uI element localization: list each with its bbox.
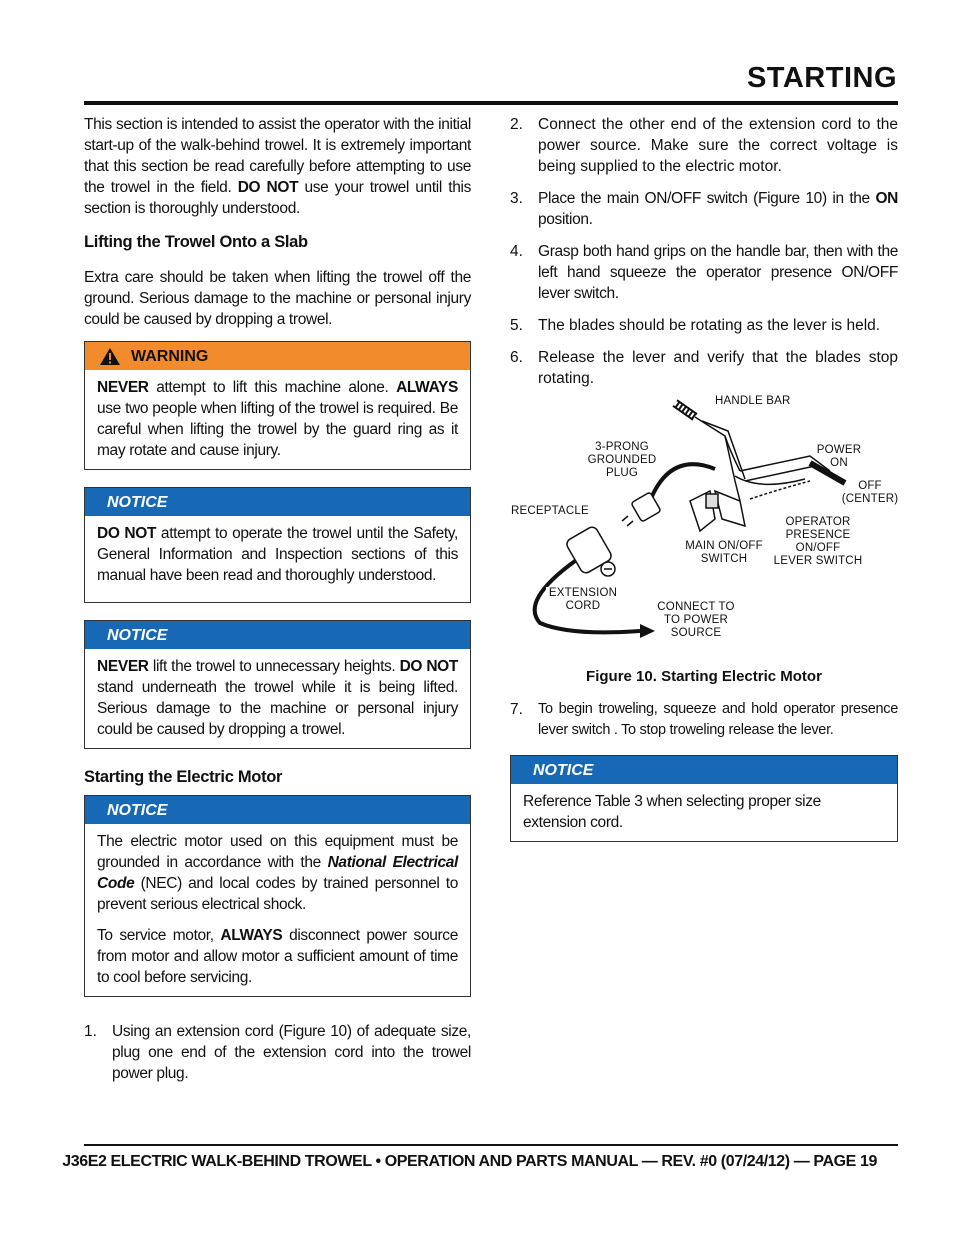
notice-always: ALWAYS: [220, 927, 283, 944]
notice-text-3: To service motor,: [97, 927, 221, 944]
notice-body: [85, 649, 470, 748]
notice-box-motor: [84, 795, 471, 997]
notice-header: NOTICE: [85, 796, 470, 824]
step-text: Connect the other end of the extension cord to the power source. Make sure the correct voltage is being supplied to the electric motor.: [538, 116, 898, 175]
intro-emphasis: DO NOT: [237, 179, 299, 196]
notice-text-1: lift the trowel to unnecessary heights.: [148, 658, 400, 675]
notice-text-2: stand underneath the trowel while it is being lifted. Serious damage to the machine or personal injury could be caused by dropping a trowel.: [97, 679, 458, 738]
list-item: [84, 1021, 471, 1084]
notice-text-1: The electric motor used on this equipment must be grounded in accordance with the: [97, 833, 458, 871]
warning-label: WARNING: [131, 347, 209, 365]
steps-list-right: [510, 114, 898, 389]
notice-box-lift: [84, 620, 471, 749]
step-number: 2.: [510, 116, 523, 133]
step-on: ON: [875, 190, 898, 207]
label-connect-power: CONNECT TO TO POWER SOURCE: [657, 601, 735, 639]
warning-text-2: use two people when lifting of the trowel is required. Be careful when lifting the trowel by the guard ring as it may rotate and cause injury.: [97, 400, 458, 459]
notice-do-not: DO NOT: [97, 525, 157, 542]
header-rule: [84, 101, 898, 105]
notice-text-2: (NEC) and local codes by trained personnel to prevent serious electrical shock.: [97, 875, 458, 913]
warning-always: ALWAYS: [396, 379, 458, 396]
warning-never: NEVER: [97, 379, 149, 396]
warning-box: [84, 341, 471, 470]
label-off-center: OFF (CENTER): [841, 480, 899, 505]
label-receptacle: RECEPTACLE: [511, 505, 589, 517]
label-operator-switch: OPERATOR PRESENCE ON/OFF LEVER SWITCH: [773, 516, 863, 567]
list-item: [510, 699, 898, 741]
notice-header: NOTICE: [85, 621, 470, 649]
label-plug: 3-PRONG GROUNDED PLUG: [587, 441, 657, 479]
step-text: position.: [538, 211, 593, 228]
label-handle-bar: HANDLE BAR: [715, 395, 791, 407]
intro-text-1: This section is intended to assist the operator with the initial start-up of the walk-behind trowel. It is extremely important that this section be read carefully before attempting to use the trowel in the field.: [84, 116, 471, 196]
notice-text: attempt to operate the trowel until the Safety, General Information and Inspection sections of this manual have been read and thoroughly understood.: [97, 525, 459, 584]
page-title: STARTING: [746, 62, 897, 94]
step-number: 3.: [510, 190, 523, 207]
step-number: 4.: [510, 243, 523, 260]
notice-body: [85, 824, 470, 996]
warning-text-1: attempt to lift this machine alone.: [148, 379, 397, 396]
step-text: Release the lever and verify that the blades stop rotating.: [538, 349, 898, 387]
notice-box-operate: [84, 487, 471, 603]
lifting-heading: Lifting the Trowel Onto a Slab: [84, 233, 308, 251]
step-text: To begin troweling, squeeze and hold operator presence lever switch . To stop troweling release the lever.: [538, 701, 898, 738]
step-number: 5.: [510, 317, 523, 334]
steps-list-left: [84, 1021, 471, 1084]
step-text: Place the main ON/OFF switch (Figure 10) in the: [538, 190, 876, 207]
notice-header: NOTICE: [511, 756, 897, 784]
intro-text-2: use your trowel until this section is thoroughly understood.: [84, 179, 471, 217]
warning-header: [85, 342, 470, 370]
footer-rule: [84, 1144, 898, 1146]
list-item: [510, 315, 898, 336]
step-number: 1.: [84, 1023, 97, 1040]
list-item: [510, 347, 898, 389]
right-column: [510, 114, 898, 859]
lifting-paragraph: Extra care should be taken when lifting the trowel off the ground. Serious damage to the machine or personal injury could be caused by dropping a trowel.: [84, 269, 471, 328]
notice-text-4: disconnect power source from motor and allow motor a sufficient amount of time to cool before servicing.: [97, 927, 458, 986]
motor-heading: Starting the Electric Motor: [84, 768, 283, 786]
list-item: [510, 241, 898, 304]
intro-paragraph: [84, 114, 471, 219]
left-column: [84, 114, 471, 1095]
label-main-switch: MAIN ON/OFF SWITCH: [685, 540, 763, 565]
notice-box-extension: [510, 755, 898, 842]
step-number: 7.: [510, 701, 523, 718]
notice-never: NEVER: [97, 658, 149, 675]
figure-caption: Figure 10. Starting Electric Motor: [586, 668, 822, 685]
label-extension-cord: EXTENSION CORD: [546, 587, 620, 613]
step-text: Using an extension cord (Figure 10) of adequate size, plug one end of the extension cord into the trowel power plug.: [112, 1023, 471, 1082]
notice-text: Reference Table 3 when selecting proper size extension cord.: [523, 793, 821, 831]
step-text: The blades should be rotating as the lever is held.: [538, 317, 881, 334]
page-footer: J36E2 ELECTRIC WALK-BEHIND TROWEL • OPERATION AND PARTS MANUAL — REV. #0 (07/24/12) — PAGE 19: [62, 1153, 877, 1170]
list-item: [510, 114, 898, 177]
notice-do-not: DO NOT: [399, 658, 458, 675]
warning-body: [85, 370, 470, 469]
steps-list-right-2: [510, 699, 898, 741]
notice-header: NOTICE: [85, 488, 470, 516]
figure-starting-motor: [510, 391, 898, 663]
notice-body: [511, 784, 897, 841]
label-power-on: POWER ON: [816, 444, 862, 469]
notice-body: [85, 516, 470, 602]
step-text: Grasp both hand grips on the handle bar, then with the left hand squeeze the operator presence ON/OFF lever switch.: [538, 243, 898, 302]
step-number: 6.: [510, 349, 523, 366]
list-item: [510, 188, 898, 230]
warning-triangle-icon: [99, 347, 121, 366]
notice-nec: National Electrical Code: [97, 854, 458, 892]
